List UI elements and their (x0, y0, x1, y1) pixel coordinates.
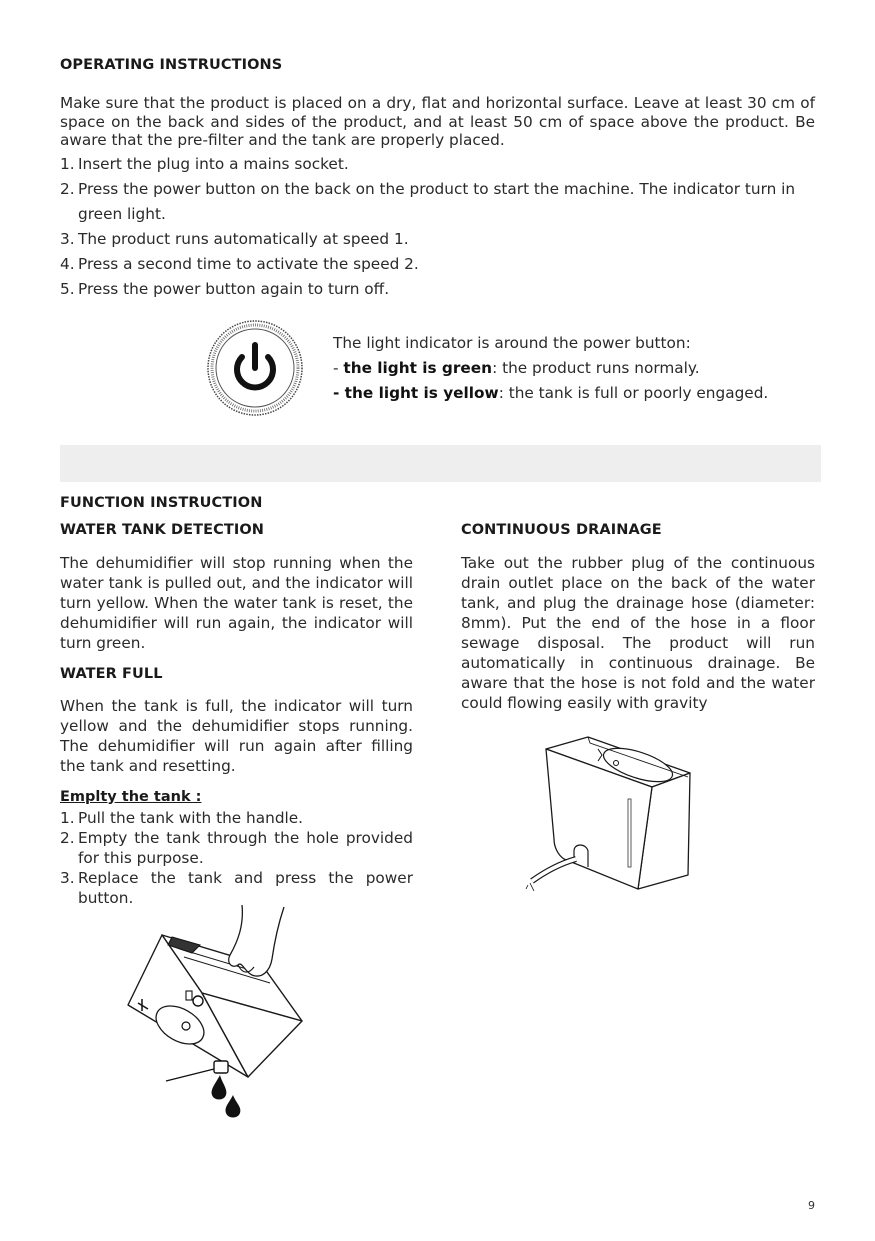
power-button-icon (205, 318, 305, 418)
list-item: 3. Replace the tank and press the power button. (60, 869, 413, 907)
list-item: 1. Pull the tank with the handle. (60, 809, 304, 827)
indicator-yellow: - the light is yellow: the tank is full or poorly engaged. (333, 384, 769, 402)
empty-tank-steps (60, 808, 413, 908)
operating-steps (60, 152, 820, 302)
operating-intro: Make sure that the product is placed on a dry, flat and horizontal surface. Leave at least 30 cm of space on the back and sides of the product, and at least 50 cm of space above the product. Be aware that the pre-filter and the tank are properly placed. (60, 94, 815, 149)
water-full-heading: WATER FULL (60, 666, 163, 682)
list-item: 2. Press the power button on the back on the product to start the machine. The indicator turn in green light. (60, 180, 796, 223)
indicator-green: - the light is green: the product runs normaly. (333, 359, 700, 377)
empty-tank-heading: Emplty the tank : (60, 789, 202, 805)
list-item: 5. Press the power button again to turn off. (60, 280, 390, 298)
list-item: 2. Empty the tank through the hole provided for this purpose. (60, 829, 413, 867)
water-full-text: When the tank is full, the indicator will turn yellow and the dehumidifier stops running. The dehumidifier will run again after filling the tank and resetting. (60, 697, 413, 775)
page-number: 9 (808, 1199, 815, 1212)
water-tank-detection-text: The dehumidifier will stop running when the water tank is pulled out, and the indicator will turn yellow. When the water tank is reset, the dehumidifier will run again, the indicator will turn green. (60, 554, 413, 652)
indicator-description (333, 331, 813, 406)
function-heading: FUNCTION INSTRUCTION (60, 495, 263, 511)
tank-emptying-illustration (120, 905, 320, 1120)
drainage-tank-illustration (528, 735, 698, 900)
continuous-drainage-text: Take out the rubber plug of the continuous drain outlet place on the back of the water tank, and plug the drainage hose (diameter: 8mm). Put the end of the hose in a floor sewage disposal. The product will run automatically in continuous drainage. Be aware that the hose is not fold and the water could flowing easily with gravity (461, 554, 815, 712)
continuous-drainage-heading: CONTINUOUS DRAINAGE (461, 522, 662, 538)
section-divider-band (60, 445, 821, 482)
list-item: 4. Press a second time to activate the speed 2. (60, 255, 419, 273)
operating-heading: OPERATING INSTRUCTIONS (60, 57, 283, 73)
list-item: 1. Insert the plug into a mains socket. (60, 155, 349, 173)
indicator-intro: The light indicator is around the power button: (333, 334, 691, 352)
list-item: 3. The product runs automatically at speed 1. (60, 230, 409, 248)
water-tank-detection-heading: WATER TANK DETECTION (60, 522, 264, 538)
